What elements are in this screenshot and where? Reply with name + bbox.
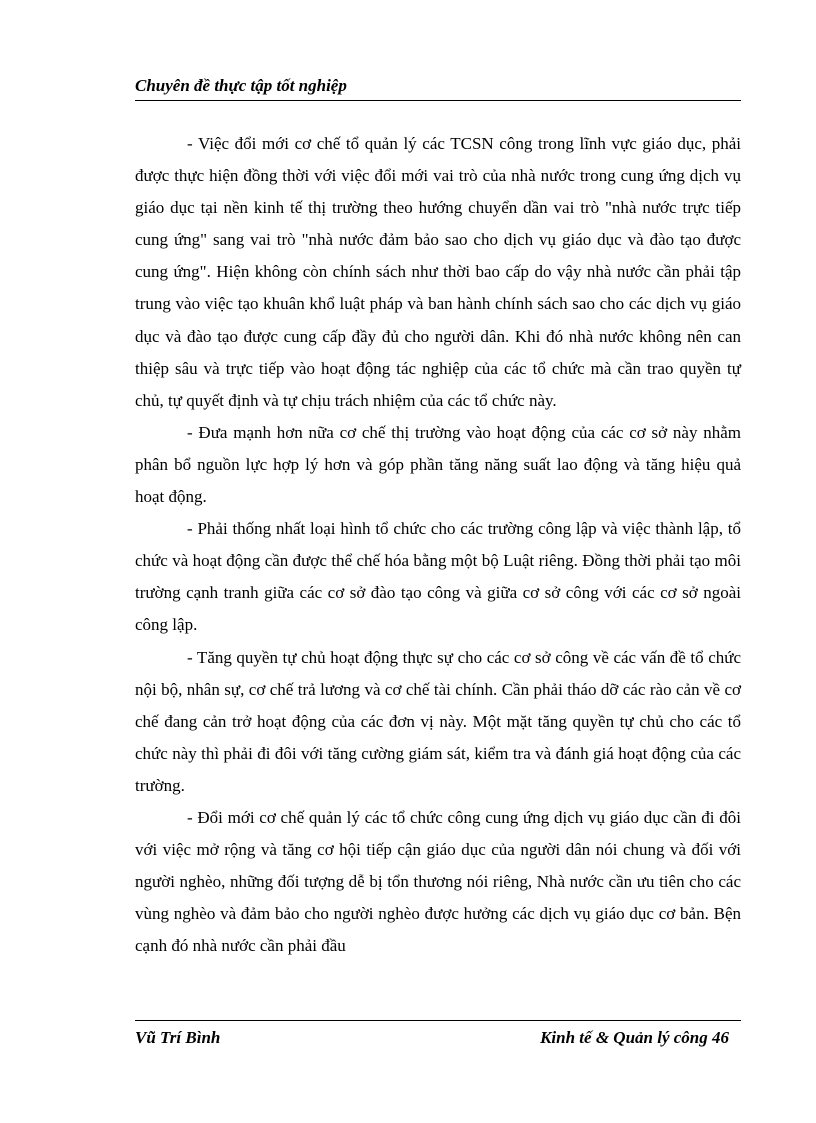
- paragraph-4: - Tăng quyền tự chủ hoạt động thực sự cho các cơ sở công về các vấn đề tổ chức nội bộ, nhân sự, cơ chế trả lương và cơ chế tài chính. Cần phải tháo dỡ các rào cản về cơ chế đang cản trở hoạt động của các đơn vị này. Một mặt tăng quyền tự chủ cho các tổ chức này thì phải đi đôi với tăng cường giám sát, kiểm tra và đánh giá hoạt động của các trường.: [135, 647, 741, 795]
- paragraph-2: - Đưa mạnh hơn nữa cơ chế thị trường vào hoạt động của các cơ sở này nhằm phân bổ nguồn lực hợp lý hơn và góp phần tăng năng suất lao động và tăng hiệu quả hoạt động.: [135, 422, 741, 507]
- paragraph-3: - Phải thống nhất loại hình tổ chức cho các trường công lập và việc thành lập, tổ chức và hoạt động cần được thể chế hóa bằng một bộ Luật riêng. Đồng thời phải tạo môi trường cạnh tranh giữa các cơ sở đào tạo công và giữa cơ sở công với các cơ sở ngoài công lập.: [135, 519, 741, 635]
- class-and-page: Kinh tế & Quản lý công 46: [540, 1028, 729, 1047]
- author-name: Vũ Trí Bình: [135, 1028, 221, 1047]
- main-text: [135, 128, 741, 962]
- page-footer: [135, 1020, 741, 1047]
- page-header: [135, 76, 741, 101]
- paragraph-1: - Việc đổi mới cơ chế tổ quản lý các TCSN công trong lĩnh vực giáo dục, phải được thực hiện đồng thời với việc đổi mới vai trò của nhà nước trong cung ứng dịch vụ giáo dục tại nền kinh tế thị trường theo hướng chuyển dần vai trò "nhà nước trực tiếp cung ứng" sang vai trò "nhà nước đảm bảo sao cho dịch vụ giáo dục và đào tạo được cung ứng". Hiện không còn chính sách như thời bao cấp do vậy nhà nước cần phải tập trung vào việc tạo khuân khổ luật pháp và ban hành chính sách sao cho các dịch vụ giáo dục và đào tạo được cung cấp đầy đủ cho người dân. Khi đó nhà nước không nên can thiệp sâu và trực tiếp vào hoạt động tác nghiệp của các tổ chức mà cần trao quyền tự chủ, tự quyết định và tự chịu trách nhiệm của các tổ chức này.: [135, 134, 741, 410]
- paragraph-5: - Đổi mới cơ chế quản lý các tổ chức công cung ứng dịch vụ giáo dục cần đi đôi với việc mở rộng và tăng cơ hội tiếp cận giáo dục của người dân nói chung và đối với người nghèo, những đối tượng dễ bị tổn thương nói riêng, Nhà nước cần ưu tiên cho các vùng nghèo và đảm bảo cho người nghèo được hưởng các dịch vụ giáo dục cơ bản. Bện cạnh đó nhà nước cần phải đầu: [135, 807, 741, 956]
- document-title: Chuyên đề thực tập tốt nghiệp: [135, 76, 347, 95]
